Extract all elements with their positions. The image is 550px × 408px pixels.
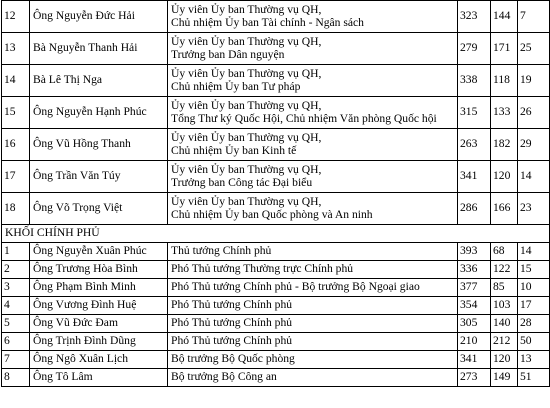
- member-name: Ông Võ Trọng Việt: [30, 193, 168, 225]
- member-name: Ông Trương Hòa Bình: [30, 261, 168, 279]
- role-line: Ủy viên Ủy ban Thường vụ QH,: [171, 67, 322, 80]
- member-name: Ông Nguyễn Hạnh Phúc: [30, 97, 168, 129]
- votes-middle: 118: [491, 65, 518, 97]
- votes-for: 273: [458, 369, 491, 387]
- votes-low: 17: [518, 297, 550, 315]
- row-number: 12: [2, 1, 30, 33]
- votes-low: 14: [518, 243, 550, 261]
- member-name: Ông Nguyễn Xuân Phúc: [30, 243, 168, 261]
- table-body: [2, 1, 550, 387]
- table-row: [2, 161, 550, 193]
- member-name: Ông Ngô Xuân Lịch: [30, 351, 168, 369]
- votes-middle: 120: [491, 351, 518, 369]
- votes-for: 393: [458, 243, 491, 261]
- role-line: Trưởng ban Dân nguyện: [171, 47, 285, 61]
- row-number: 3: [2, 279, 30, 297]
- role-line: Trưởng ban Công tác Đại biểu: [171, 175, 313, 189]
- votes-for: 341: [458, 351, 491, 369]
- votes-middle: 149: [491, 369, 518, 387]
- votes-middle: 68: [491, 243, 518, 261]
- votes-middle: 103: [491, 297, 518, 315]
- votes-low: 51: [518, 369, 550, 387]
- votes-middle: 120: [491, 161, 518, 193]
- votes-low: 29: [518, 129, 550, 161]
- votes-for: 336: [458, 261, 491, 279]
- member-role: Phó Thủ tướng Thường trực Chính phủ: [168, 261, 458, 279]
- row-number: 7: [2, 351, 30, 369]
- member-role: [168, 1, 458, 33]
- votes-low: 23: [518, 193, 550, 225]
- votes-for: 323: [458, 1, 491, 33]
- votes-low: 13: [518, 351, 550, 369]
- votes-for: 286: [458, 193, 491, 225]
- row-number: 13: [2, 33, 30, 65]
- table-row: [2, 33, 550, 65]
- role-line: Chủ nhiệm Ủy ban Tài chính - Ngân sách: [171, 15, 364, 29]
- role-line: Ủy viên Ủy ban Thường vụ QH,: [171, 3, 322, 16]
- section-title: KHỐI CHÍNH PHỦ: [2, 225, 550, 243]
- role-line: Ủy viên Ủy ban Thường vụ QH,: [171, 35, 322, 48]
- votes-low: 50: [518, 333, 550, 351]
- member-role: [168, 97, 458, 129]
- votes-for: 210: [458, 333, 491, 351]
- table-row: [2, 193, 550, 225]
- member-role: Bộ trưởng Bộ Quốc phòng: [168, 351, 458, 369]
- member-role: Thủ tướng Chính phủ: [168, 243, 458, 261]
- member-name: Ông Nguyễn Đức Hải: [30, 1, 168, 33]
- votes-for: 279: [458, 33, 491, 65]
- member-role: [168, 33, 458, 65]
- votes-low: 19: [518, 65, 550, 97]
- table-row: [2, 333, 550, 351]
- votes-middle: 122: [491, 261, 518, 279]
- row-number: 16: [2, 129, 30, 161]
- votes-low: 14: [518, 161, 550, 193]
- row-number: 1: [2, 243, 30, 261]
- votes-low: 15: [518, 261, 550, 279]
- member-role: [168, 193, 458, 225]
- member-name: Ông Trần Văn Túy: [30, 161, 168, 193]
- section-row: [2, 225, 550, 243]
- role-line: Ủy viên Ủy ban Thường vụ QH,: [171, 99, 322, 112]
- member-role: Phó Thủ tướng Chính phủ: [168, 315, 458, 333]
- votes-for: 341: [458, 161, 491, 193]
- role-line: Ủy viên Ủy ban Thường vụ QH,: [171, 195, 322, 208]
- table-row: [2, 279, 550, 297]
- votes-low: 25: [518, 33, 550, 65]
- votes-low: 7: [518, 1, 550, 33]
- votes-middle: 171: [491, 33, 518, 65]
- member-name: Ông Tô Lâm: [30, 369, 168, 387]
- role-line: Ủy viên Ủy ban Thường vụ QH,: [171, 163, 322, 176]
- votes-middle: 212: [491, 333, 518, 351]
- table-row: [2, 1, 550, 33]
- votes-for: 338: [458, 65, 491, 97]
- row-number: 6: [2, 333, 30, 351]
- votes-middle: 85: [491, 279, 518, 297]
- role-line: Chủ nhiệm Ủy ban Kinh tế: [171, 143, 297, 157]
- member-name: Ông Vũ Hồng Thanh: [30, 129, 168, 161]
- votes-for: 305: [458, 315, 491, 333]
- table-row: [2, 315, 550, 333]
- table-row: [2, 97, 550, 129]
- role-line: Tổng Thư ký Quốc Hội, Chủ nhiệm Văn phòng Quốc hội: [171, 111, 437, 125]
- votes-middle: 182: [491, 129, 518, 161]
- row-number: 14: [2, 65, 30, 97]
- member-role: [168, 129, 458, 161]
- member-role: Phó Thủ tướng Chính phủ: [168, 333, 458, 351]
- row-number: 17: [2, 161, 30, 193]
- votes-low: 28: [518, 315, 550, 333]
- table-row: [2, 351, 550, 369]
- row-number: 8: [2, 369, 30, 387]
- member-role: Phó Thủ tướng Chính phủ: [168, 297, 458, 315]
- table-row: [2, 369, 550, 387]
- role-line: Ủy viên Ủy ban Thường vụ QH,: [171, 131, 322, 144]
- table-row: [2, 129, 550, 161]
- votes-for: 377: [458, 279, 491, 297]
- table-row: [2, 65, 550, 97]
- role-line: Chủ nhiệm Ủy ban Quốc phòng và An ninh: [171, 207, 373, 221]
- row-number: 2: [2, 261, 30, 279]
- votes-for: 263: [458, 129, 491, 161]
- member-name: Ông Vũ Đức Đam: [30, 315, 168, 333]
- votes-low: 10: [518, 279, 550, 297]
- row-number: 5: [2, 315, 30, 333]
- row-number: 15: [2, 97, 30, 129]
- table-row: [2, 261, 550, 279]
- votes-middle: 144: [491, 1, 518, 33]
- member-name: Bà Lê Thị Nga: [30, 65, 168, 97]
- table-row: [2, 243, 550, 261]
- member-role: Bộ trưởng Bộ Công an: [168, 369, 458, 387]
- votes-for: 315: [458, 97, 491, 129]
- row-number: 4: [2, 297, 30, 315]
- votes-low: 26: [518, 97, 550, 129]
- votes-for: 354: [458, 297, 491, 315]
- vote-results-table: [1, 0, 550, 387]
- votes-middle: 166: [491, 193, 518, 225]
- member-role: Phó Thủ tướng Chính phủ - Bộ trưởng Bộ Ngoại giao: [168, 279, 458, 297]
- member-role: [168, 65, 458, 97]
- row-number: 18: [2, 193, 30, 225]
- member-role: [168, 161, 458, 193]
- member-name: Ông Phạm Bình Minh: [30, 279, 168, 297]
- votes-middle: 133: [491, 97, 518, 129]
- votes-middle: 140: [491, 315, 518, 333]
- member-name: Ông Trịnh Đình Dũng: [30, 333, 168, 351]
- member-name: Ông Vương Đình Huệ: [30, 297, 168, 315]
- table-row: [2, 297, 550, 315]
- member-name: Bà Nguyễn Thanh Hải: [30, 33, 168, 65]
- role-line: Chủ nhiệm Ủy ban Tư pháp: [171, 79, 301, 93]
